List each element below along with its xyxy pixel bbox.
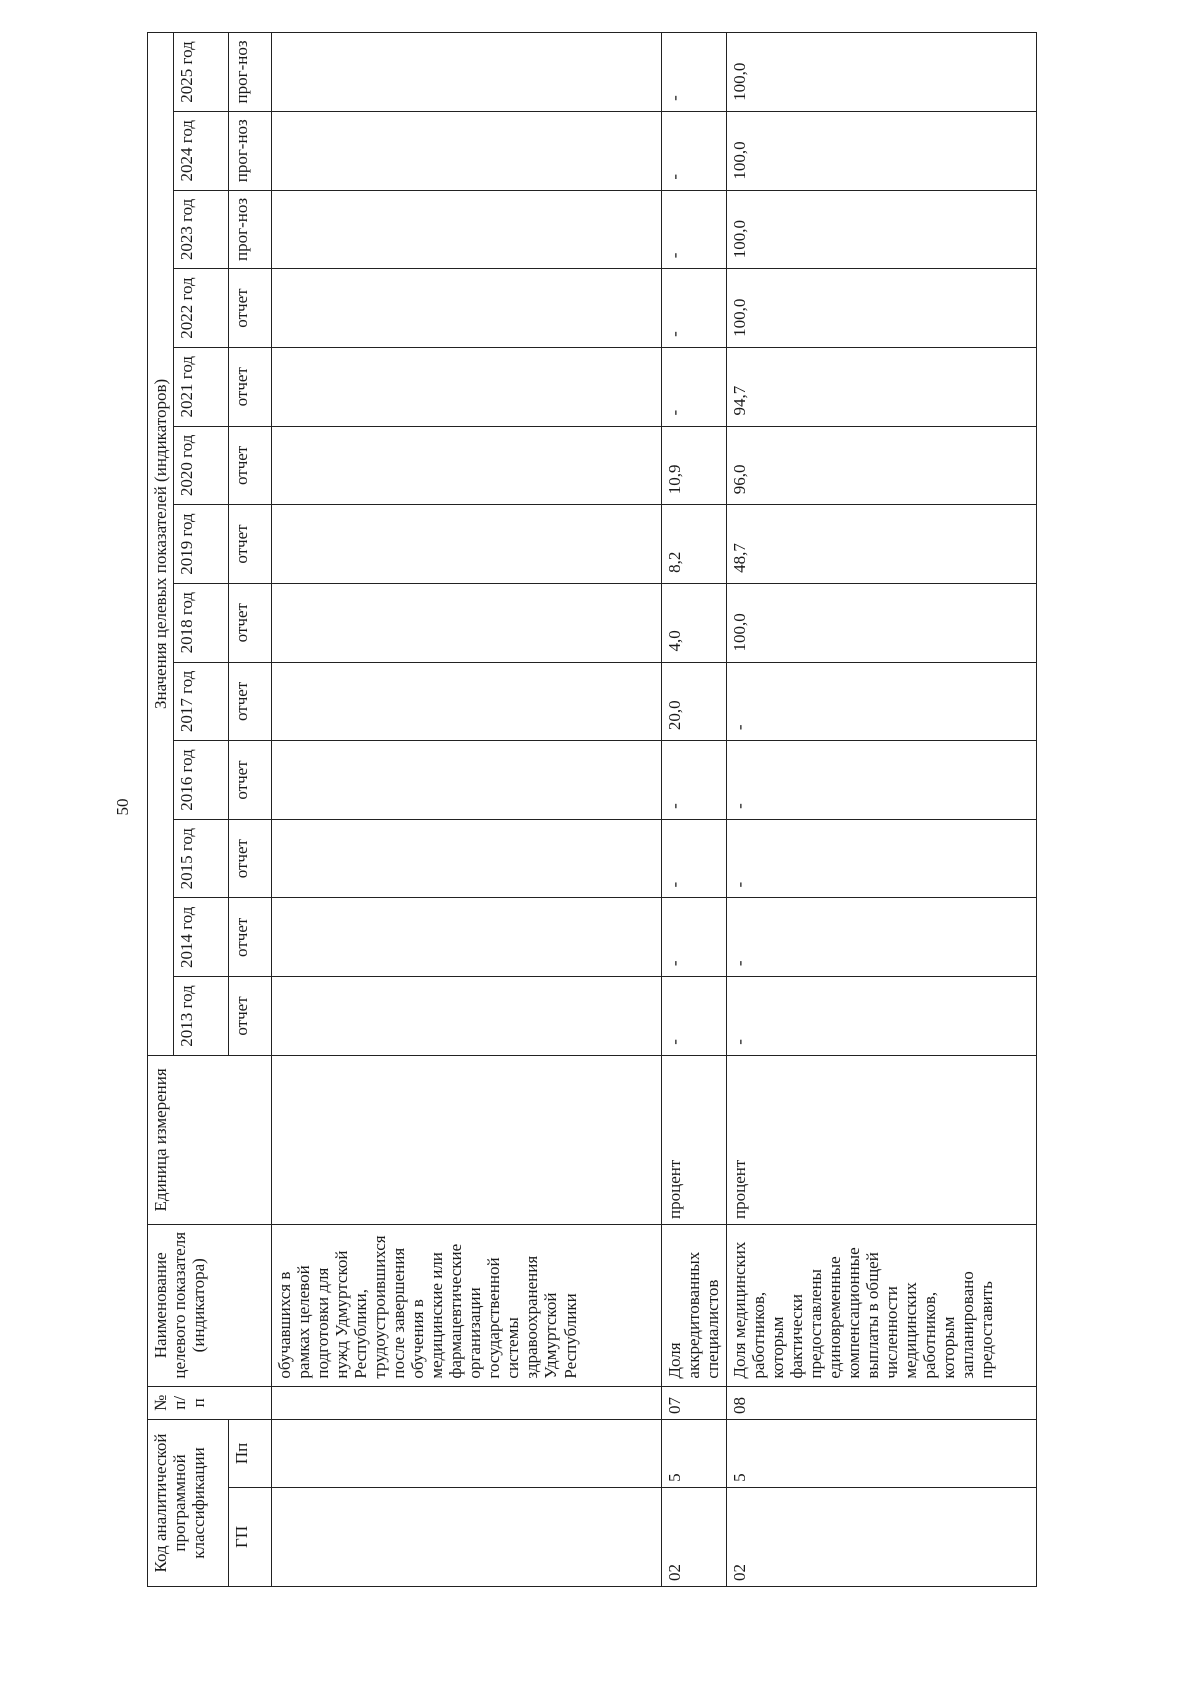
header-kind: отчет xyxy=(229,819,272,898)
cell-gp: 02 xyxy=(662,1487,727,1586)
cell-value xyxy=(272,741,662,820)
header-pp: Пп xyxy=(229,1419,272,1487)
cell-value: 100,0 xyxy=(727,111,1037,190)
cell-num xyxy=(272,1386,662,1419)
cell-value: - xyxy=(662,898,727,977)
header-kind: прог-ноз xyxy=(229,111,272,190)
cell-value xyxy=(272,977,662,1056)
cell-value: 100,0 xyxy=(727,190,1037,269)
cell-value: - xyxy=(727,977,1037,1056)
header-gp: ГП xyxy=(229,1487,272,1586)
table-row xyxy=(272,33,662,1587)
cell-value xyxy=(272,190,662,269)
cell-value xyxy=(272,505,662,584)
header-kind: отчет xyxy=(229,977,272,1056)
header-kind: прог-ноз xyxy=(229,33,272,112)
header-year: 2019 год xyxy=(174,505,229,584)
cell-value: 100,0 xyxy=(727,33,1037,112)
cell-gp: 02 xyxy=(727,1487,1037,1586)
header-values-group: Значения целевых показателей (индикаторов) xyxy=(148,33,174,1056)
cell-value: - xyxy=(662,347,727,426)
cell-value: - xyxy=(727,898,1037,977)
cell-value xyxy=(272,583,662,662)
cell-unit: процент xyxy=(662,1055,727,1224)
header-name: Наименование целевого показателя (индикатора) xyxy=(148,1224,272,1386)
cell-value: - xyxy=(662,977,727,1056)
cell-indicator-name: обучавшихся в рамках целевой подготовки для нужд Удмуртской Республики, трудоустроившихся после завершения обучения в медицинские или фармацевтические организации государственной системы здравоохранения Удмуртской Республики xyxy=(272,1224,662,1386)
header-kind: отчет xyxy=(229,898,272,977)
cell-pp xyxy=(272,1419,662,1487)
cell-value: - xyxy=(662,819,727,898)
header-kind: прог-ноз xyxy=(229,190,272,269)
cell-value: - xyxy=(662,190,727,269)
cell-unit: процент xyxy=(727,1055,1037,1224)
indicators-table-frame xyxy=(147,32,1087,1587)
table-row xyxy=(727,33,1037,1587)
cell-value: - xyxy=(662,33,727,112)
cell-value: 8,2 xyxy=(662,505,727,584)
cell-value: - xyxy=(662,111,727,190)
cell-value xyxy=(272,269,662,348)
header-year: 2015 год xyxy=(174,819,229,898)
cell-value xyxy=(272,347,662,426)
cell-value: 48,7 xyxy=(727,505,1037,584)
header-year: 2020 год xyxy=(174,426,229,505)
header-year: 2023 год xyxy=(174,190,229,269)
header-kind: отчет xyxy=(229,741,272,820)
header-year: 2013 год xyxy=(174,977,229,1056)
cell-num: 07 xyxy=(662,1386,727,1419)
header-year: 2016 год xyxy=(174,741,229,820)
cell-value xyxy=(272,111,662,190)
header-kind: отчет xyxy=(229,426,272,505)
header-kind: отчет xyxy=(229,347,272,426)
cell-value: - xyxy=(727,662,1037,741)
cell-value: 4,0 xyxy=(662,583,727,662)
header-year: 2014 год xyxy=(174,898,229,977)
header-kind: отчет xyxy=(229,269,272,348)
header-kind: отчет xyxy=(229,662,272,741)
header-year: 2021 год xyxy=(174,347,229,426)
header-unit: Единица измерения xyxy=(148,1055,272,1224)
header-kind: отчет xyxy=(229,583,272,662)
page-number: 50 xyxy=(113,798,132,816)
cell-indicator-name: Доля медицинских работников, которым фактически предоставлены единовременные компенсационные выплаты в общей численности медицинских работников, которым запланировано предоставить xyxy=(727,1224,1037,1386)
cell-pp: 5 xyxy=(662,1419,727,1487)
header-code-group: Код аналитической программной классификации xyxy=(148,1419,229,1586)
header-num: № п/п xyxy=(148,1386,272,1419)
table-row xyxy=(662,33,727,1587)
cell-value xyxy=(272,819,662,898)
cell-value: 100,0 xyxy=(727,583,1037,662)
cell-value: 94,7 xyxy=(727,347,1037,426)
header-year: 2017 год xyxy=(174,662,229,741)
cell-value xyxy=(272,662,662,741)
cell-value: 10,9 xyxy=(662,426,727,505)
header-year: 2025 год xyxy=(174,33,229,112)
cell-value: 20,0 xyxy=(662,662,727,741)
cell-num: 08 xyxy=(727,1386,1037,1419)
cell-value: - xyxy=(662,269,727,348)
cell-indicator-name: Доля аккредитованных специалистов xyxy=(662,1224,727,1386)
cell-value: - xyxy=(727,741,1037,820)
cell-value: 100,0 xyxy=(727,269,1037,348)
header-year: 2018 год xyxy=(174,583,229,662)
cell-value xyxy=(272,33,662,112)
header-year: 2024 год xyxy=(174,111,229,190)
cell-value: 96,0 xyxy=(727,426,1037,505)
header-year: 2022 год xyxy=(174,269,229,348)
cell-value: - xyxy=(727,819,1037,898)
cell-value: - xyxy=(662,741,727,820)
cell-pp: 5 xyxy=(727,1419,1037,1487)
cell-value xyxy=(272,898,662,977)
cell-value xyxy=(272,426,662,505)
indicators-table xyxy=(147,32,1037,1587)
header-kind: отчет xyxy=(229,505,272,584)
cell-gp xyxy=(272,1487,662,1586)
cell-unit xyxy=(272,1055,662,1224)
